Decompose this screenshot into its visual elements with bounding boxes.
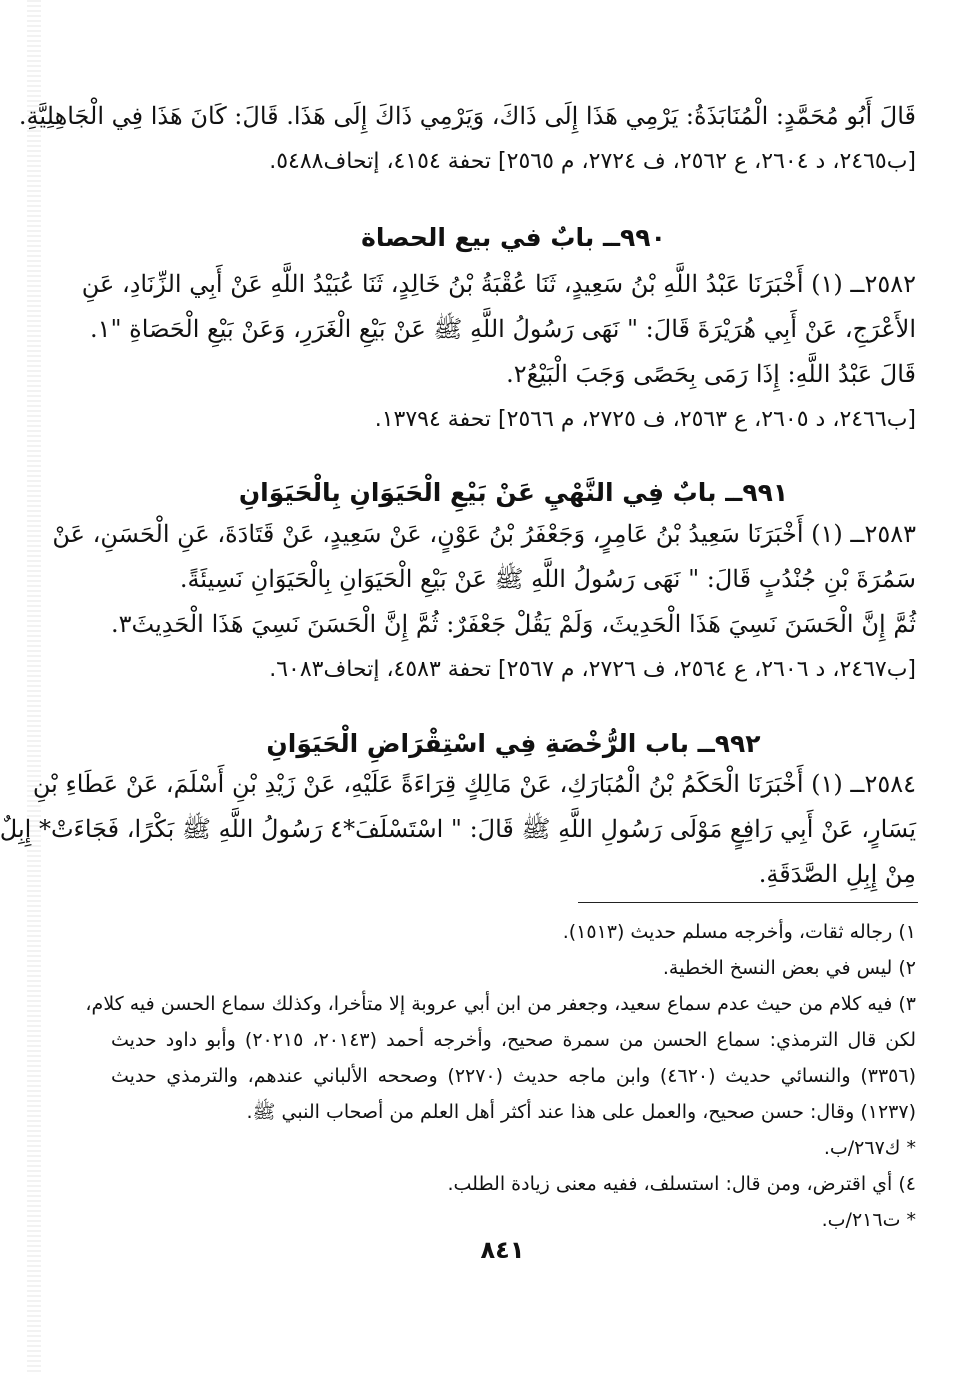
footnote-line: * ك٢٦٧/ب. <box>823 1137 916 1159</box>
page-number: ٨٤١ <box>480 1236 525 1264</box>
section-991-body <box>52 512 916 692</box>
footnote-line: * ت٢١٦/ب. <box>821 1209 916 1231</box>
footnote-line: (٣٣٥٦) والنسائي حديث (٤٦٢٠) وابن ماجه حديث (٢٢٧٠) وصححه الألباني عندهم، والترمذي حديث <box>111 1065 917 1087</box>
text-line: يَسَارٍ، عَنْ أَبِي رَافِعٍ مَوْلَى رَسُولِ اللَّهِ ﷺ قَالَ: " اسْتَسْلَفَ*٤ رَسُولُ اللَّهِ ﷺ بَكْرًا، فَجَاءَتْ* إِبِلٌ <box>0 815 916 843</box>
section-heading: ٩٩٢ــ باب الرُّخْصَةِ فِي اسْتِقْرَاضِ الْحَيَوَانِ <box>266 729 761 758</box>
footnote-line: ٣) فيه كلام من حيث عدم سماع سعيد، وجعفر من ابن أبي عروبة إلا متأخرا، وكذلك سماع الحسن فيه كلام، <box>85 993 916 1015</box>
footnotes <box>85 914 917 1238</box>
scan-edge <box>27 0 41 1374</box>
text-line: قَالَ أَبُو مُحَمَّدٍ: الْمُنَابَذَةُ: يَرْمِي هَذَا إِلَى ذَاكَ، وَيَرْمِي ذَاكَ إِلَى هَذَا. قَالَ: كَانَ هَذَا فِي الْجَاهِلِيَّةِ. <box>18 102 916 130</box>
section-heading: ٩٩٠ــ بابٌ في بيع الحصاة <box>361 223 666 252</box>
text-line: مِنْ إِبِلِ الصَّدَقَةِ. <box>758 860 916 888</box>
footnote-line: ٢) ليس في بعض النسخ الخطية. <box>662 957 916 979</box>
footnote-separator <box>578 902 918 903</box>
footnote-line: ٤) أي اقترض، ومن قال: استسلف، ففيه معنى زيادة الطلب. <box>447 1173 916 1195</box>
reference-line: [ب٢٤٦٧، د ٢٦٠٦، ع ٢٥٦٤، ف ٢٧٢٦، م ٢٥٦٧] تحفة ٤٥٨٣، إتحاف٦٠٨٣. <box>269 657 916 682</box>
text-line: سَمُرَةَ بْنِ جُنْدُبٍ قَالَ: " نَهَى رَسُولُ اللَّهِ ﷺ عَنْ بَيْعِ الْحَيَوَانِ بِالْحَيَوَانِ نَسِيئَةً. <box>179 565 916 593</box>
reference-line: [ب٢٤٦٦، د ٢٦٠٥، ع ٢٥٦٣، ف ٢٧٢٥، م ٢٥٦٦] تحفة ١٣٧٩٤. <box>374 407 916 432</box>
text-line: ٢٥٨٤ــ (١) أَخْبَرَنَا الْحَكَمُ بْنُ الْمُبَارَكِ، عَنْ مَالِكٍ قِرَاءَةً عَلَيْهِ، عَنْ زَيْدِ بْنِ أَسْلَمَ، عَنْ عَطَاءِ بْنِ <box>32 770 916 798</box>
section-990-body <box>81 262 916 442</box>
footnote-line: ١) رجاله ثقات، وأخرجه مسلم حديث (١٥١٣). <box>562 921 916 943</box>
text-line: الأَعْرَجِ، عَنْ أَبِي هُرَيْرَةَ قَالَ: " نَهَى رَسُولُ اللَّهِ ﷺ عَنْ بَيْعِ الْغَرَرِ، وَعَنْ بَيْعِ الْحَصَاةِ "١. <box>89 315 916 343</box>
text-line: قَالَ عَبْدُ اللَّهِ: إِذَا رَمَى بِحَصًى وَجَبَ الْبَيْعُ٢. <box>506 360 916 388</box>
reference-line: [ب٢٤٦٥، د ٢٦٠٤، ع ٢٥٦٢، ف ٢٧٢٤، م ٢٥٦٥] تحفة ٤١٥٤، إتحاف٥٤٨٨. <box>269 149 916 174</box>
text-line: ثُمَّ إِنَّ الْحَسَنَ نَسِيَ هَذَا الْحَدِيثَ، وَلَمْ يَقُلْ جَعْفَرٌ: ثُمَّ إِنَّ الْحَسَنَ نَسِيَ هَذَا الْحَدِيثَ٣. <box>111 610 916 638</box>
footnote-line: (١٢٣٧) وقال: حسن صحيح، والعمل على هذا عند أكثر أهل العلم من أصحاب النبي ﷺ. <box>246 1101 916 1123</box>
intro-block <box>18 94 916 184</box>
text-line: ٢٥٨٣ــ (١) أَخْبَرَنَا سَعِيدُ بْنُ عَامِرٍ، وَجَعْفَرُ بْنُ عَوْنٍ، عَنْ سَعِيدٍ، عَنْ قَتَادَةَ، عَنِ الْحَسَنِ، عَنْ <box>52 520 916 548</box>
section-heading: ٩٩١ــ بابٌ فِي النَّهْيِ عَنْ بَيْعِ الْحَيَوَانِ بِالْحَيَوَانِ <box>238 478 789 507</box>
footnote-line: لكن قال الترمذي: سماع الحسن من سمرة صحيح، وأخرجه أحمد (٢٠١٤٣، ٢٠٢١٥) وأبو داود حديث <box>111 1029 916 1051</box>
section-992-body <box>0 762 916 897</box>
text-line: ٢٥٨٢ــ (١) أَخْبَرَنَا عَبْدُ اللَّهِ بْنُ سَعِيدٍ، ثَنَا عُقْبَةُ بْنُ خَالِدٍ، ثَنَا عُبَيْدُ اللَّهِ عَنْ أَبِي الزِّنَادِ، عَنِ <box>81 270 916 298</box>
